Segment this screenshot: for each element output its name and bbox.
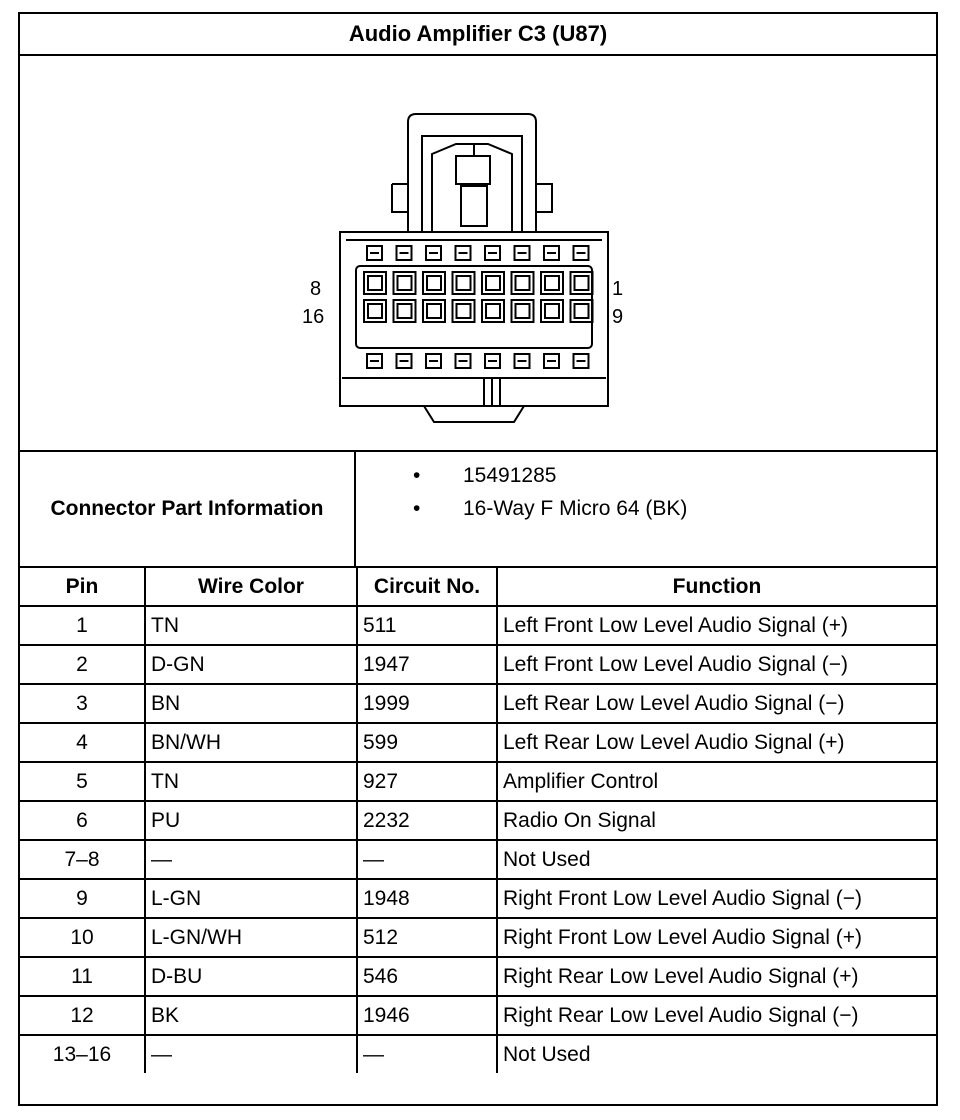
circuit-cell: 1948 [357, 879, 497, 918]
pin-label-16: 16 [302, 306, 325, 328]
connector-drawing [20, 56, 936, 452]
circuit-cell: 1947 [357, 645, 497, 684]
function-cell: Amplifier Control [497, 762, 936, 801]
terminal-tab [574, 354, 589, 368]
circuit-cell: 927 [357, 762, 497, 801]
terminal-tab [397, 354, 412, 368]
pin-cell: 9 [20, 879, 145, 918]
wire-color-cell: L-GN [145, 879, 357, 918]
latch-window [456, 156, 490, 184]
pin-cavity [423, 272, 445, 294]
connector-face-diagram [20, 56, 936, 452]
terminal-tab [544, 354, 559, 368]
circuit-cell: 599 [357, 723, 497, 762]
terminal-tab [456, 354, 471, 368]
bullet-icon: • [413, 464, 421, 487]
wire-color-cell: D-GN [145, 645, 357, 684]
circuit-cell: 1999 [357, 684, 497, 723]
pin-cell: 11 [20, 957, 145, 996]
pin-cell: 1 [20, 606, 145, 645]
pin-cavity [394, 300, 416, 322]
function-cell: Left Rear Low Level Audio Signal (−) [497, 684, 936, 723]
circuit-cell: — [357, 1035, 497, 1073]
circuit-cell: 511 [357, 606, 497, 645]
part-number: 15491285 [463, 464, 557, 487]
bullet-icon: • [413, 497, 421, 520]
pin-cavity [453, 272, 475, 294]
function-cell: Right Rear Low Level Audio Signal (−) [497, 996, 936, 1035]
connector-info-sheet [18, 12, 938, 1106]
table-row [20, 723, 936, 762]
connector-description: 16-Way F Micro 64 (BK) [463, 497, 688, 520]
pin-cell: 3 [20, 684, 145, 723]
pin-cavity [482, 300, 504, 322]
table-row [20, 762, 936, 801]
table-row [20, 918, 936, 957]
pin-cell: 2 [20, 645, 145, 684]
terminal-tab [456, 246, 471, 260]
circuit-cell: — [357, 840, 497, 879]
header-circuit-no: Circuit No. [357, 568, 497, 606]
pin-cavity [571, 300, 593, 322]
function-cell: Radio On Signal [497, 801, 936, 840]
pin-cell: 5 [20, 762, 145, 801]
function-cell: Right Front Low Level Audio Signal (+) [497, 918, 936, 957]
header-pin: Pin [20, 568, 145, 606]
pin-cell: 12 [20, 996, 145, 1035]
header-function: Function [497, 568, 936, 606]
pin-cell: 10 [20, 918, 145, 957]
function-cell: Left Front Low Level Audio Signal (+) [497, 606, 936, 645]
bottom-terminal-tabs [367, 354, 589, 368]
terminal-tab [397, 246, 412, 260]
pin-label-9: 9 [612, 306, 624, 328]
wire-color-cell: TN [145, 606, 357, 645]
circuit-cell: 546 [357, 957, 497, 996]
pin-cavity [394, 272, 416, 294]
table-row [20, 996, 936, 1035]
terminal-tab [426, 246, 441, 260]
header-wire-color: Wire Color [145, 568, 357, 606]
function-cell: Left Front Low Level Audio Signal (−) [497, 645, 936, 684]
pin-cavity [453, 300, 475, 322]
pin-cavity [482, 272, 504, 294]
pin-label-8: 8 [310, 278, 322, 300]
pin-cavity [364, 272, 386, 294]
wire-color-cell: — [145, 840, 357, 879]
pin-cavities [364, 272, 593, 322]
top-terminal-tabs [367, 246, 589, 260]
pin-cavity [541, 272, 563, 294]
function-cell: Left Rear Low Level Audio Signal (+) [497, 723, 936, 762]
circuit-cell: 2232 [357, 801, 497, 840]
wire-color-cell: BN/WH [145, 723, 357, 762]
table-row [20, 1035, 936, 1073]
wire-color-cell: L-GN/WH [145, 918, 357, 957]
terminal-tab [426, 354, 441, 368]
pin-cavity [423, 300, 445, 322]
pin-cell: 7–8 [20, 840, 145, 879]
pin-cell: 4 [20, 723, 145, 762]
pin-cavity [512, 300, 534, 322]
connector-part-information [20, 452, 936, 568]
function-cell: Right Front Low Level Audio Signal (−) [497, 879, 936, 918]
part-info-item [356, 462, 687, 495]
circuit-cell: 1946 [357, 996, 497, 1035]
wire-color-cell: TN [145, 762, 357, 801]
terminal-tab [515, 354, 530, 368]
latch-tab [461, 186, 487, 226]
part-info-list [356, 462, 687, 528]
table-row [20, 879, 936, 918]
latch-outline [408, 114, 536, 232]
page-title: Audio Amplifier C3 (U87) [20, 14, 936, 56]
table-row [20, 645, 936, 684]
pin-label-1: 1 [612, 278, 624, 300]
pin-table-header [20, 568, 936, 606]
pin-cell: 13–16 [20, 1035, 145, 1073]
connector-foot [424, 406, 524, 422]
table-row [20, 840, 936, 879]
wire-color-cell: BN [145, 684, 357, 723]
terminal-tab [485, 354, 500, 368]
wire-color-cell: BK [145, 996, 357, 1035]
terminal-tab [367, 354, 382, 368]
part-info-label: Connector Part Information [20, 452, 356, 566]
table-row [20, 684, 936, 723]
table-row [20, 957, 936, 996]
terminal-tab [485, 246, 500, 260]
circuit-cell: 512 [357, 918, 497, 957]
function-cell: Not Used [497, 1035, 936, 1073]
wire-color-cell: PU [145, 801, 357, 840]
pin-table [20, 568, 936, 1073]
terminal-tab [544, 246, 559, 260]
terminal-tab [515, 246, 530, 260]
pin-cell: 6 [20, 801, 145, 840]
pin-cavity [364, 300, 386, 322]
part-info-item [356, 495, 687, 528]
wire-color-cell: D-BU [145, 957, 357, 996]
function-cell: Right Rear Low Level Audio Signal (+) [497, 957, 936, 996]
pin-cavity [541, 300, 563, 322]
pin-cavity [571, 272, 593, 294]
terminal-tab [574, 246, 589, 260]
latch-arm-left [432, 144, 512, 232]
function-cell: Not Used [497, 840, 936, 879]
table-row [20, 801, 936, 840]
wire-color-cell: — [145, 1035, 357, 1073]
terminal-tab [367, 246, 382, 260]
pin-cavity [512, 272, 534, 294]
table-row [20, 606, 936, 645]
